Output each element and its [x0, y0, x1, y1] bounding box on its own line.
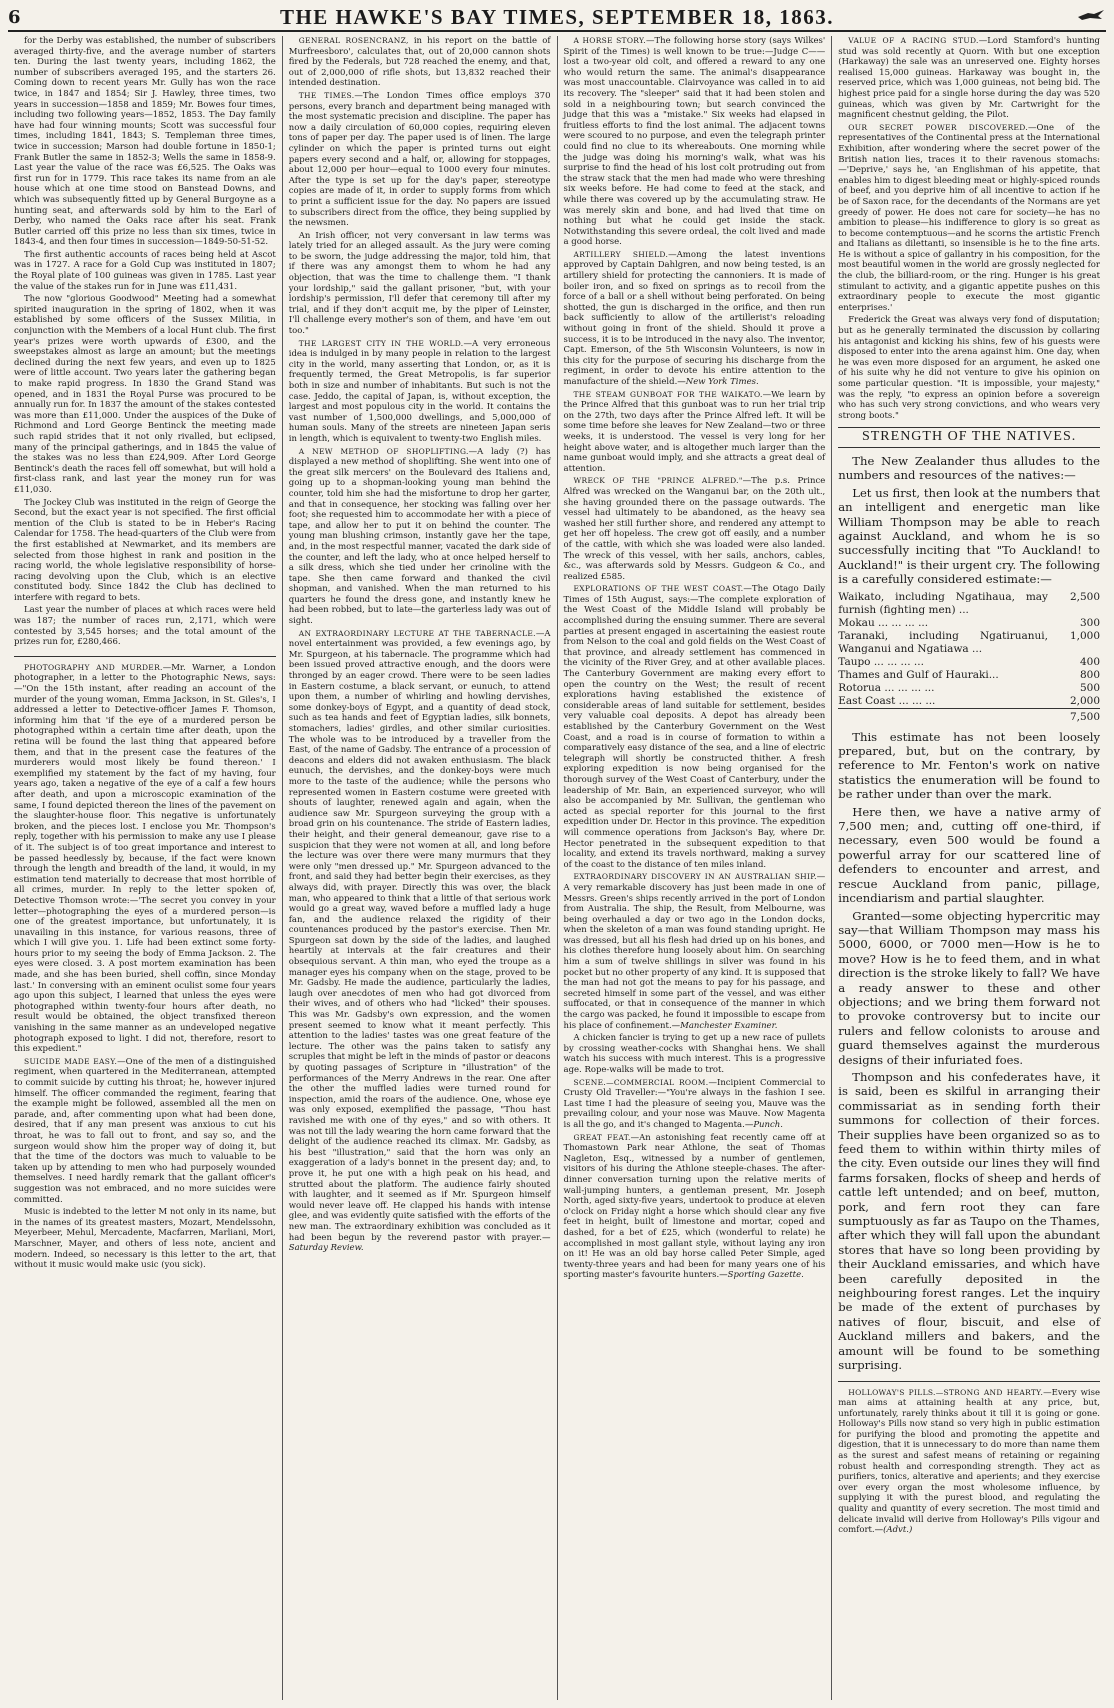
estimate-row [838, 591, 1100, 617]
article-text: —An astonishing feat recently came off at Thomastown Park near Athlone, the seat of Thomas Nagleton, Esq., witnessed by a number of gentlemen, visitors of his during the Athlone steeple-chases. The after-dinner conversation turning upon the relative merits of wall-jumping hunters, a gentleman present, Mr. Joseph North, aged sixty-five years, undertook to produce at eleven o'clock on Friday night a horse which should clear any five feet in height, built of limestone and mortar, coped and dashed, for a bet of £25, which (wonderful to relate) he accomplished in most gallant style, without laying any iron on it! He was an old bay horse called Peter Simple, aged twenty-three years and had been for many years one of his sporting master's favourite hunters. [563, 1132, 826, 1281]
estimate-place: Mokau ... ... ... ... [838, 616, 929, 629]
races-summary-paragraph: Last year the number of places at which races were held was 187; the number of races run, 2,171, which were contested by 3,545 horses; and the total amount of the prizes run for, £280,466. [14, 605, 276, 648]
masthead [8, 4, 1106, 32]
estimate-row [838, 669, 1100, 682]
article-secret-power [838, 123, 1100, 314]
column-4 [832, 36, 1106, 1700]
article-source: —Saturday Review. [288, 1232, 551, 1254]
newspaper-title: THE HAWKE'S BAY TIMES, SEPTEMBER 18, 1863. [279, 4, 835, 29]
estimate-place: Thames and Gulf of Hauraki... [838, 668, 999, 681]
article-text: —The London Times office employs 370 persons, every branch and department being managed with the most systematic precision and discipline. The paper has now a daily circulation of 60,000 copies, requiring eleven tons of paper per day. The paper used is of linen. The large cylinder on which the paper is printed turns out eight papers every second and a half, or, allowing for stoppages, about 12,000 per hour—equal to 1000 every four minutes. After the type is set up for the day's paper, stereotype copies are made of it, in order to supply forms from which to print a sufficient issue for the day. No papers are issued to subscribers direct from the office, they being supplied by the newsmen. [288, 90, 551, 229]
estimate-total: 7,500 [1048, 708, 1100, 724]
column-2 [283, 36, 558, 1700]
article-text: —A very erroneous idea is indulged in by many people in relation to the largest city in the world, many asserting that London, or, as it is frequently termed, the Great Metropolis, is far superior both in size and number of inhabitants. But such is not the case. Jeddo, the capital of Japan, is, without exception, the largest and most populous city in the world. It contains the vast number of 1,500,000 dwellings, and 5,000,000 of human souls. Many of the streets are nineteen Japan seris in length, which is equivalent to twenty-two English miles. [288, 338, 551, 444]
article-text: —One of the representatives of the Continental press at the International Exhibition, after wondering where the secret power of the British nation lies, traces it to their ravenous stomachs:—'Deprive,' says he, 'an Englishman of his appetite, that enables him to digest bleeding meat or highly-spiced rounds of beef, and you deprive him of all incentive to action if he be of Saxon race, for the decendants of the Normans are yet greedy of power. He does not care for society—he has no ambition to please—his indifference to glory is so great as to become contemptuous—and he scorns the artistic French and Italians as dilettanti, so insensible is he to the fine arts. He is without a spice of gallantry in his composition, for the most beautiful women in the world are grossly neglected for the club, the billiard-room, or the ring. Hunger is his great stimulant to activity, and a gigantic appetite pushes on this extraordinary people to execute the most gigantic enterprises.' [838, 122, 1101, 313]
article-headline: A HORSE STORY. [573, 36, 646, 45]
article-horse-story [564, 36, 826, 248]
article-shoplifting [289, 447, 551, 627]
article-headline: SUICIDE MADE EASY. [24, 1056, 118, 1066]
article-text: —The following horse story (says Wilkes' Spirit of the Times) is well known to be true:—Judge C—— lost a two-year old colt, and offered a reward to any one who would return the same. The animal's disappearance was most unaccountable. Clairvoyance was called in to aid its recovery. The "sleeper" said that it had been stolen and sold in a neighbouring town; but search convinced the judge that this was a "mistake." Six weeks had elapsed in fruitless efforts to find the lost animal. The adjacent towns were scoured to no purpose, and even the telegraph printer could find no clue to its whereabouts. One morning while the judge was doing his morning's walk, what was his surprise to find the head of his lost colt protruding out from the straw stack that the men had made who were threshing six weeks before. He had come to feed at the stack, and while there was covered up by the accumulating straw. He was merely skin and bone, and had lived that time on nothing but what he could get inside the stack. Notwithstanding this severe ordeal, the colt lived and made a good horse. [563, 36, 826, 248]
estimate-count: 400 [1079, 655, 1100, 668]
estimate-count: 2,500 [1069, 590, 1100, 603]
columns [8, 36, 1106, 1700]
article-headline: VALUE OF A RACING STUD. [848, 36, 979, 45]
natives-paragraph: This estimate has not been loosely prepared, but, but on the contrary, by reference to Mr. Fenton's work on native statistics the enumeration will be found to be rather under than over the mark. [838, 729, 1100, 802]
estimate-count: 300 [1079, 616, 1100, 629]
article-headline: OUR SECRET POWER DISCOVERED. [848, 122, 1029, 132]
article-scene [564, 1078, 826, 1131]
natives-paragraph: The New Zealander thus alludes to the numbers and resources of the natives:— [838, 453, 1100, 483]
article-wreck [564, 476, 826, 582]
column-divider [838, 1381, 1100, 1382]
article-text: —Every wise man aims at attaining health at any price, but, unfortunately, rarely thinks about it till it is going or gone. Holloway's Pills now stand so very high in public estimation for purifying the blood and promoting the appetite and digestion, that it is unnecessary to do more than name them as the surest and safest means of retaining or regaining robust health and corresponding strength. They act as purifiers, tonics, alterative and aperients; and they exercise over every organ the most wholesome influence, by supplying it with the purest blood, and regulating the quality and quantity of every secretion. The most timid and delicate invalid will derive from Holloway's Pills vigour and comfort. [838, 1387, 1100, 1536]
article-great-feat [564, 1133, 826, 1281]
article-source: —Manchester Examiner. [671, 1020, 778, 1031]
article-times [289, 91, 551, 229]
estimate-place: East Coast ... ... ... [838, 694, 936, 707]
article-source: —(Advt.) [874, 1525, 913, 1536]
estimate-count: 800 [1079, 668, 1100, 681]
estimate-row [838, 656, 1100, 669]
article-headline: THE TIMES. [298, 90, 355, 100]
article-gunboat [564, 390, 826, 475]
article-text: —The Otago Daily Times of 15th August, says:—The complete exploration of the West Coast of the Middle Island will probably be accomplished during the ensuing summer. There are several parties at present engaged in ascertaining the easiest route from Nelson to the coal and gold fields on the West Coast of that province, and already settlement has commenced in the vicinity of the River Grey, and at other available places. The Canterbury Government are making every effort to open the country on the West; the result of recent explorations having established the existence of considerable areas of land suitable for settlement, besides very valuable coal deposits. A depot has already been established by the Canterbury Government on the West Coast, and a road is in course of formation to within a comparatively easy distance of the sea, and a line of electric telegraph will shortly be constructed thither. A fresh exploring expedition is now being organised for the thorough survey of the West Coast of Canterbury, under the leadership of Mr. Bain, an experienced surveyor, who will also be accompanied by Mr. Sullivan, the gentleman who acted as special reporter for this journal to the first expedition under Dr. Hector in this province. The expedition will commence operations from Jackson's Bay, where Dr. Hector penetrated in the subsequent expedition to that locality, and extend its travels northward, making a survey of the coast to the distance of ten miles inland. [563, 584, 826, 870]
article-headline: HOLLOWAY'S PILLS.—STRONG AND HEARTY. [848, 1387, 1044, 1397]
estimate-row [838, 695, 1100, 709]
article-text: —The p.s. Prince Alfred was wrecked on the Wanganui bar, on the 20th ult., she having grounded there on the passage outwards. The vessel had ultimately to be abandoned, as the heavy sea washed her still further shore, and rendered any attempt to get her off hopeless. The crew got off easily, and a number of the cattle, with which she was loaded were also landed. The wreck of this vessel, with her sails, anchors, cables, &c., was afterwards sold by Messrs. Gudgeon & Co., and realized £585. [563, 476, 826, 582]
article-headline: PHOTOGRAPHY AND MURDER. [24, 662, 163, 672]
article-discovery [564, 872, 826, 1031]
natives-headline: STRENGTH OF THE NATIVES. [838, 427, 1100, 448]
article-text: —Lord Stamford's hunting stud was sold recently at Quorn. With but one exception (Harkaway) the sale was an unreserved one. Eighty horses realised 15,000 guineas. Harkaway was bought in, the reserved price, which was 1,000 guineas, not being bid. The highest price paid for a single horse during the day was 520 guineas, which was given by Mr. Cartwright for the magnificent chestnut gelding, the Pilot. [838, 36, 1100, 121]
article-headline: GENERAL ROSENCRANZ, [298, 36, 409, 45]
article-headline: WRECK OF THE "PRINCE ALFRED." [573, 476, 743, 486]
goodwood-paragraph: The now "glorious Goodwood" Meeting had a somewhat spirited inauguration in the spring of 1802, when it was established by some officers of the Sussex Militia, in conjunction with the Members of a local Hunt club. The first year's prizes were worth upwards of £300, and the sweepstakes almost as large an amount; but the meetings declined during the next few years, and even up to 1825 were of little account. Two years later the gathering began to make rapid progress. In 1830 the Grand Stand was opened, and in 1831 the Royal Purse was procured to be annually run for. In 1837 the amount of the stakes contested was more than £11,000. Under the auspices of the Duke of Richmond and Lord George Bentinck the meeting made such rapid strides that it not only rivalled, but eclipsed, many of the principal gatherings, and in 1845 the value of the stakes was no less than £24,909. After Lord George Bentinck's death the races fell off somewhat, but will hold a first-class rank, and last year the money run for was £11,030. [14, 294, 276, 495]
article-photography [14, 663, 276, 1055]
estimate-count: 500 [1079, 681, 1100, 694]
hawk-emblem-icon [1066, 8, 1106, 26]
article-text: —A novel entertainment was provided, a few evenings ago, by Mr. Spurgeon, at his tabernacle. The programme which had been issued proved attractive enough, and the doors were thronged by an eager crowd. There were to be seen ladies in Eastern costume, a black servant, or eunuch, to attend upon them, a number of whirling and howling dervishes, some donkey-boys of Egypt, and a quantity of dead stock, such as tea hands and feet of Egyptian ladies, silk bonnets, stomachers, ladies' girdles, and other similar curiosities. The whole was to be introduced by a traveller from the East, of the name of Gadsby. The entrance of a procession of deacons and elders did not awaken enthusiasm. The black eunuch, the dervishes, and the donkey-boys were much more to the taste of the audience; while the persons who represented women in Eastern costume were greeted with shouts of laughter, renewed again and again, when the audience saw Mr. Spurgeon surveying the group with a broad grin on his countenance. The stride of Eastern ladies, their height, and their general demeanour, gave rise to a suspicion that they were not women at all, and long before the lecture was over there were many murmurs that they were only "men dressed up." Mr. Spurgeon advanced to the front, and said they had better begin their exercises, as they always did, with prayer. Directly this was over, the black man, who appeared to think that a little of that serious work would go a great way, waved before a muffled lady a huge fan, and the audience relaxed the rigidity of their countenances produced by the pastor's exercise. Then Mr. Spurgeon sat down by the side of the ladies, and laughed heartily at intervals at the fair creatures and their obsequious servant. A thin man, who eyed the troupe as a manager eyes his company when on the stage, proved to be Mr. Gadsby. He made the audience, particularly the ladies, laugh over anecdotes of men who had got divorced from their wives, and of others who had "licked" their spouses. This was Mr. Gadsby's own expression, and the women present seemed to know what it meant perfectly. This attention to the ladies' tastes was one great feature of the lecture. The other was the pains taken to satisfy any scruples that might be left in the minds of pastor or deacons by quoting passages of Scripture in "illustration" of the performances of the Merry Andrews in the rear. One after the other the muffled ladies were turned round for inspection, amid the roars of the audience. One, whose eye was only exposed, exemplified the passage, "Thou hast ravished me with one of thy eyes," and so with others. It was not till the lady wearing the horn came forward that the delight of the audience reached its climax. Mr. Gadsby, as his best "illustration," said that the horn was only an exaggeration of a lady's bonnet in the present day; and, to prove it, he put one with a high peak on his head, and strutted about the platform. The audience fairly shouted with laughter, and it seemed as if Mr. Spurgeon himself would never leave off. He clapped his hands with intense glee, and was evidently quite satisfied with the efforts of the new man. The extraordinary exhibition was concluded as it had been begun by the reverend pastor with prayer. [288, 628, 551, 1243]
article-headline: ARTILLERY SHIELD. [573, 249, 669, 259]
estimate-count: 2,000 [1069, 694, 1100, 707]
article-source: —Punch. [744, 1119, 783, 1130]
article-rosencranz [289, 36, 551, 89]
column-1 [8, 36, 283, 1700]
column-3 [558, 36, 833, 1700]
article-headline: AN EXTRAORDINARY LECTURE AT THE TABERNACLE. [298, 628, 536, 638]
article-source: —New York Times. [677, 377, 759, 387]
article-artillery [564, 250, 826, 388]
article-text: —A very remarkable discovery has just been made in one of Messrs. Green's ships recently arrived in the port of London from Australia. The ship, the Result, from Melbourne, was being overhauled a day or two ago in the London docks, when the skeleton of a man was found standing upright. He was dressed, but all his flesh had dried up on his bones, and his clothes therefore hung loosely about him. On searching him a sum of twelve shillings in silver was found in his pocket but no other property of any kind. It is supposed that the man had not got the means to pay for his passage, and secreted himself in some part of the vessel, and was either suffocated, or that in consequence of the manner in which the cargo was packed, he found it impossible to escape from his place of confinement. [563, 872, 826, 1031]
article-chicken: A chicken fancier is trying to get up a new race of pullets by crossing weather-cocks with Shanghai hens. We shall watch his success with much interest. This is a progressive age. Rope-walks will be made to trot. [563, 1033, 826, 1075]
article-text: —A lady (?) has displayed a new method of shoplifting. She went into one of the great silk mercers' on the Boulevard des Italiens and, going up to a shopman-looking young man behind the counter, told him she had the misfortune to drop her garter, and that in consequence, her stocking was falling over her foot; she requested him to accommodate her with a piece of tape, and allow her to put it on behind the counter. The young man blushing crimson, instantly gave her the tape, and, in the most respectful manner, vacated the dark side of the counter, and left the lady, who at once helped herself to a silk dress, which she tied under her crinoline with the tape. She then came forward and thanked the civil shopman, and vanished. When the man returned to his quarters he found the dress gone, and instantly knew he had been robbed, but to late—the garterless lady was out of sight. [288, 446, 551, 627]
article-text: —Among the latest inventions approved by Captain Dahlgren, and now being tested, is an artillery shield for protecting the cannoniers. It is made of boiler iron, and so fixed on springs as to recoil from the force of a ball or a shell without being perforated. On being shotted, the gun is discharged in the orifice, and then run back sufficiently to allow of the artillerist's reloading without going in front of the shield. Should it prove a success, it is to be introduced in the navy also. The inventor, Capt. Emerson, of the 5th Wisconsin Volunteers, is now in this city for the purpose of securing his discharge from the regiment, in order to devote his entire attention to the manufacture of the shield. [563, 249, 826, 387]
article-headline: THE LARGEST CITY IN THE WORLD. [298, 338, 464, 348]
estimate-place: Rotorua ... ... ... ... [838, 681, 935, 694]
article-irish-officer: An Irish officer, not very conversant in law terms was lately tried for an alleged assault. As the jury were coming to be sworn, the judge addressing the major, told him, that if there was any amongst them to whom he had any objection, that was the time to challenge them. "I thank your lordship," said the gallant prisoner, "but, with your lordship's permission, I'll defer that ceremony till after my trial, and if they don't acquit me, by the piper of Leinster, I'll challenge every mother's son of them, and have 'em out too." [288, 230, 551, 337]
article-text: —Incipient Commercial to Crusty Old Traveller:—"You're always in the fashion I see. Last time I had the pleasure of seeing you, Mauve was the prevailing colour, and your nose was Mauve. Now Magenta is all the go, and it's changed to Magenta. [563, 1077, 826, 1130]
natives-paragraph: Thompson and his confederates have, it is said, been es skilful in arranging their commissariat as in sending forth their summons for collection of their forces. Their supplies have been organized so as to feed them to within within thirty miles of the city. Even outside our lines they will find farms forsaken, flocks of sheep and herds of cattle left untended; and on beef, mutton, pork, and fern root they can fare sumptuously as far as Taupo on the Thames, after which they will fall upon the abundant stores that have so long been providing by their Auckland emissaries, and which have been carefully deposited in the neighbouring forest ranges. Let the inquiry be made of the extent of purchases by natives of flour, biscuit, and else of Auckland millers and bakers, and the amount will be found to be something surprising. [838, 1069, 1100, 1373]
article-headline: EXPLORATIONS OF THE WEST COAST. [573, 584, 744, 594]
natives-paragraph: Granted—some objecting hypercritic may say—that William Thompson may mass his 5000, 6000, or 7000 men—How is he to move? How is he to feed them, and in what direction is the stroke likely to fall? We have a ready answer to these and other objections; and we bring them forward not to provoke controversy but to incite our rulers and fellow colonists to arouse and guard themselves against the murderous designs of their infuriated foes. [838, 908, 1100, 1067]
article-text: in his report on the battle of Murfreesboro', calculates that, out of 20,000 cannon shots fired by the Federals, but 728 reached the enemy, and that, out of 2,000,000 of rifle shots, but 13,832 reached their intended destination. [288, 36, 551, 89]
article-explorations [564, 584, 826, 870]
native-estimate-table [838, 591, 1100, 724]
article-headline: SCENE.—COMMERCIAL ROOM. [573, 1077, 709, 1087]
estimate-place: Taupo ... ... ... ... [838, 655, 924, 668]
column-divider [14, 656, 276, 657]
estimate-row [838, 630, 1100, 656]
article-music: Music is indebted to the letter M not only in its name, but in the names of its greatest masters, Mozart, Mendelssohn, Meyerbeer, Mehul, Mercadente, Macfarren, Marliani, Mori, Marschner, Mayer, and others of less note, ancient and modern. Indeed, so necessary is this letter to the art, that without it music would make usic (you sick). [14, 1207, 276, 1271]
ascot-paragraph: The first authentic accounts of races being held at Ascot was in 1727. A race for a Gold Cup was instituted in 1807; the Royal plate of 100 guineas was given in 1785. Last year the value of the stakes run for in June was £11,431. [14, 249, 276, 292]
article-headline: THE STEAM GUNBOAT FOR THE WAIKATO. [573, 389, 763, 399]
article-text: —One of the men of a distinguished regiment, when quartered in the Mediterranean, attempted to commit suicide by cutting his throat; he, however injured himself. The officer commanded the regiment, fearing that the example might be followed, assembled all the men on parade, and, after commenting upon what had been done, desired, that if any man present was anxious to cut his throat, he was to fall out to front, and say so, and the surgeon would show him the proper way of doing it, but that the time of the doctors was much to valuable to be taken up by attending to men who had purposely wounded themselves. I need hardly remark that the gallant officer's suggestion was not embraced, and no more suicides were committed. [14, 1056, 276, 1205]
article-largest-city [289, 339, 551, 445]
article-racing-stud [838, 36, 1100, 121]
jockey-club-paragraph: The Jockey Club was instituted in the reign of George the Second, but the exact year is not specified. The first official mention of the Club is stated to be in Heber's Racing Calendar for 1758. The head-quarters of the Club were from the first established at Newmarket, and its members are selected from those highest in rank and position in the racing world, the whole legislative responsibility of horse-racing devolving upon the Club, which is an elective constituted body. Since 1842 the Club has declined to interfere with regard to bets. [14, 497, 276, 603]
estimate-row [838, 617, 1100, 630]
article-frederick: Frederick the Great was always very fond of disputation; but as he generally terminated the discussion by collaring his antagonist and kicking his shins, few of his guests were disposed to enter into the arena against him. One day, when he was even more disposed for an argument, he asked one of his suite why he did not venture to give his opinion on some particular question. "It is impossible, your majesty," was the reply, "to express an opinion before a sovereign who has such very strong convictions, and who wears very strong boots." [838, 315, 1100, 421]
estimate-count: 1,000 [1069, 629, 1100, 642]
estimate-place: Waikato, including Ngatihaua, may furnish (fighting men) ... [838, 590, 1048, 616]
article-holloway [838, 1388, 1100, 1536]
page-number: 6 [8, 6, 21, 28]
estimate-row [838, 682, 1100, 695]
natives-paragraph: Here then, we have a native army of 7,500 men; and, cutting off one-third, if necessary, even 500 would be found a powerful array for our scattered line of defenders to encounter and arrest, and rescue Auckland from panic, pillage, incendiarism and partial slaughter. [838, 804, 1100, 906]
estimate-place: Taranaki, including Ngatiruanui, Wanganui and Ngatiawa ... [838, 629, 1048, 655]
natives-article [838, 454, 1100, 1373]
article-suicide [14, 1057, 276, 1205]
article-headline: GREAT FEAT. [573, 1132, 631, 1142]
article-text: —We learn by the Prince Alfred that this gunboat was to run her trial trip on the 27th, two days after the Prince Alfred left. It will be some time before she leaves for New Zealand—two or three weeks, it is understood. The vessel is very long for her height above water, and is altogether much larger than the name gunboat would imply, and she attracts a great deal of attention. [563, 389, 826, 474]
natives-paragraph: Let us first, then look at the numbers that an intelligent and energetic man like William Thompson may be able to reach against Auckland, and whom he is so successfully inciting that "To Auckland! to Auckland!" is their urgent cry. The following is a carefully considered estimate:— [838, 485, 1100, 587]
derby-paragraph: for the Derby was established, the number of subscribers averaged thirty-five, and the average number of starters ten. During the last twenty years, including 1862, the number of subscribers averaged 195, and the starters 26. Coming down to recent years Mr. Gully has won the race twice, in 1847 and 1854; Sir J. Hawley, three times, two years in succession—1858 and 1859; Mr. Bowes four times, including two following years—1852, 1853. The Day family have had four winning mounts; Scott was successful four times, including 1841, 1843; S. Templeman three times, twice in succession; Marson had double fortune in 1850-1; Frank Butler the same in 1852-3; Wells the same in 1858-9. Last year the value of the race was £6,525. The Oaks was first run for in 1779. This race takes its name from an ale house which at one time stood on Banstead Downs, and which was subsequently fitted up by General Burgoyne as a hunting seat, and afterwards sold by him to the Earl of Derby, who named the Oaks race after his seat. Frank Butler carried off this prize no less than six times, twice in 1843-4, and then four times in succession—1849-50-51-52. [14, 36, 276, 248]
article-headline: A NEW METHOD OF SHOPLIFTING. [298, 446, 469, 456]
estimate-total-row [838, 708, 1100, 724]
article-headline: EXTRAORDINARY DISCOVERY IN AN AUSTRALIAN SHIP. [573, 872, 817, 882]
article-text: —Mr. Warner, a London photographer, in a letter to the Photographic News, says:—"On the 15th instant, after reading an account of the murder of the young woman, Emma Jackson, in St. Giles's, I addressed a letter to Detective-officer James F. Thomson, informing him that 'if the eye of a murdered person be photographed within a certain time after death, upon the retina will be found the last thing that appeared before them, and that in the present case the features of the murderers would most likely be found thereon.' I exemplified my statement by the fact of my having, four years ago, taken a negative of the eye of a calf a few hours after death, and upon a microscopic examination of the same, I found depicted thereon the lines of the pavement on the slaughter-house floor. This negative is unfortunately broken, and the pieces lost. I enclose you Mr. Thompson's reply, together with his permission to make any use I please of it. The subject is of too great importance and interest to be passed heedlessly by, because, if the fact were known through the length and breadth of the land, it would, in my estimation tend materially to decrease that most horrible of all crimes, murder. In reply to the letter spoken of, Detective Thomson wrote:—'The secret you convey in your letter—photographing the eyes of a murdered person—is one of the greatest importance, but unfortunately, it is unavailing in this instance, for various reasons, three of which I will give you. 1. Life had been extinct some forty-hours prior to my seeing the body of Emma Jackson. 2. The eyes were closed. 3. A post mortem examination has been made, and she has been buried, shell coffin, since Monday last.' In conversing with an eminent oculist some four years ago upon this subject, I learned that unless the eyes were photographed within twenty-four hours after death, no result would be obtained, the object transfixed thereon vanishing in the same manner as an undeveloped negative photograph exposed to light. I did not, therefore, resort to this expedient." [14, 662, 276, 1055]
article-source: —Sporting Gazette. [719, 1270, 804, 1281]
article-lecture [289, 629, 551, 1254]
